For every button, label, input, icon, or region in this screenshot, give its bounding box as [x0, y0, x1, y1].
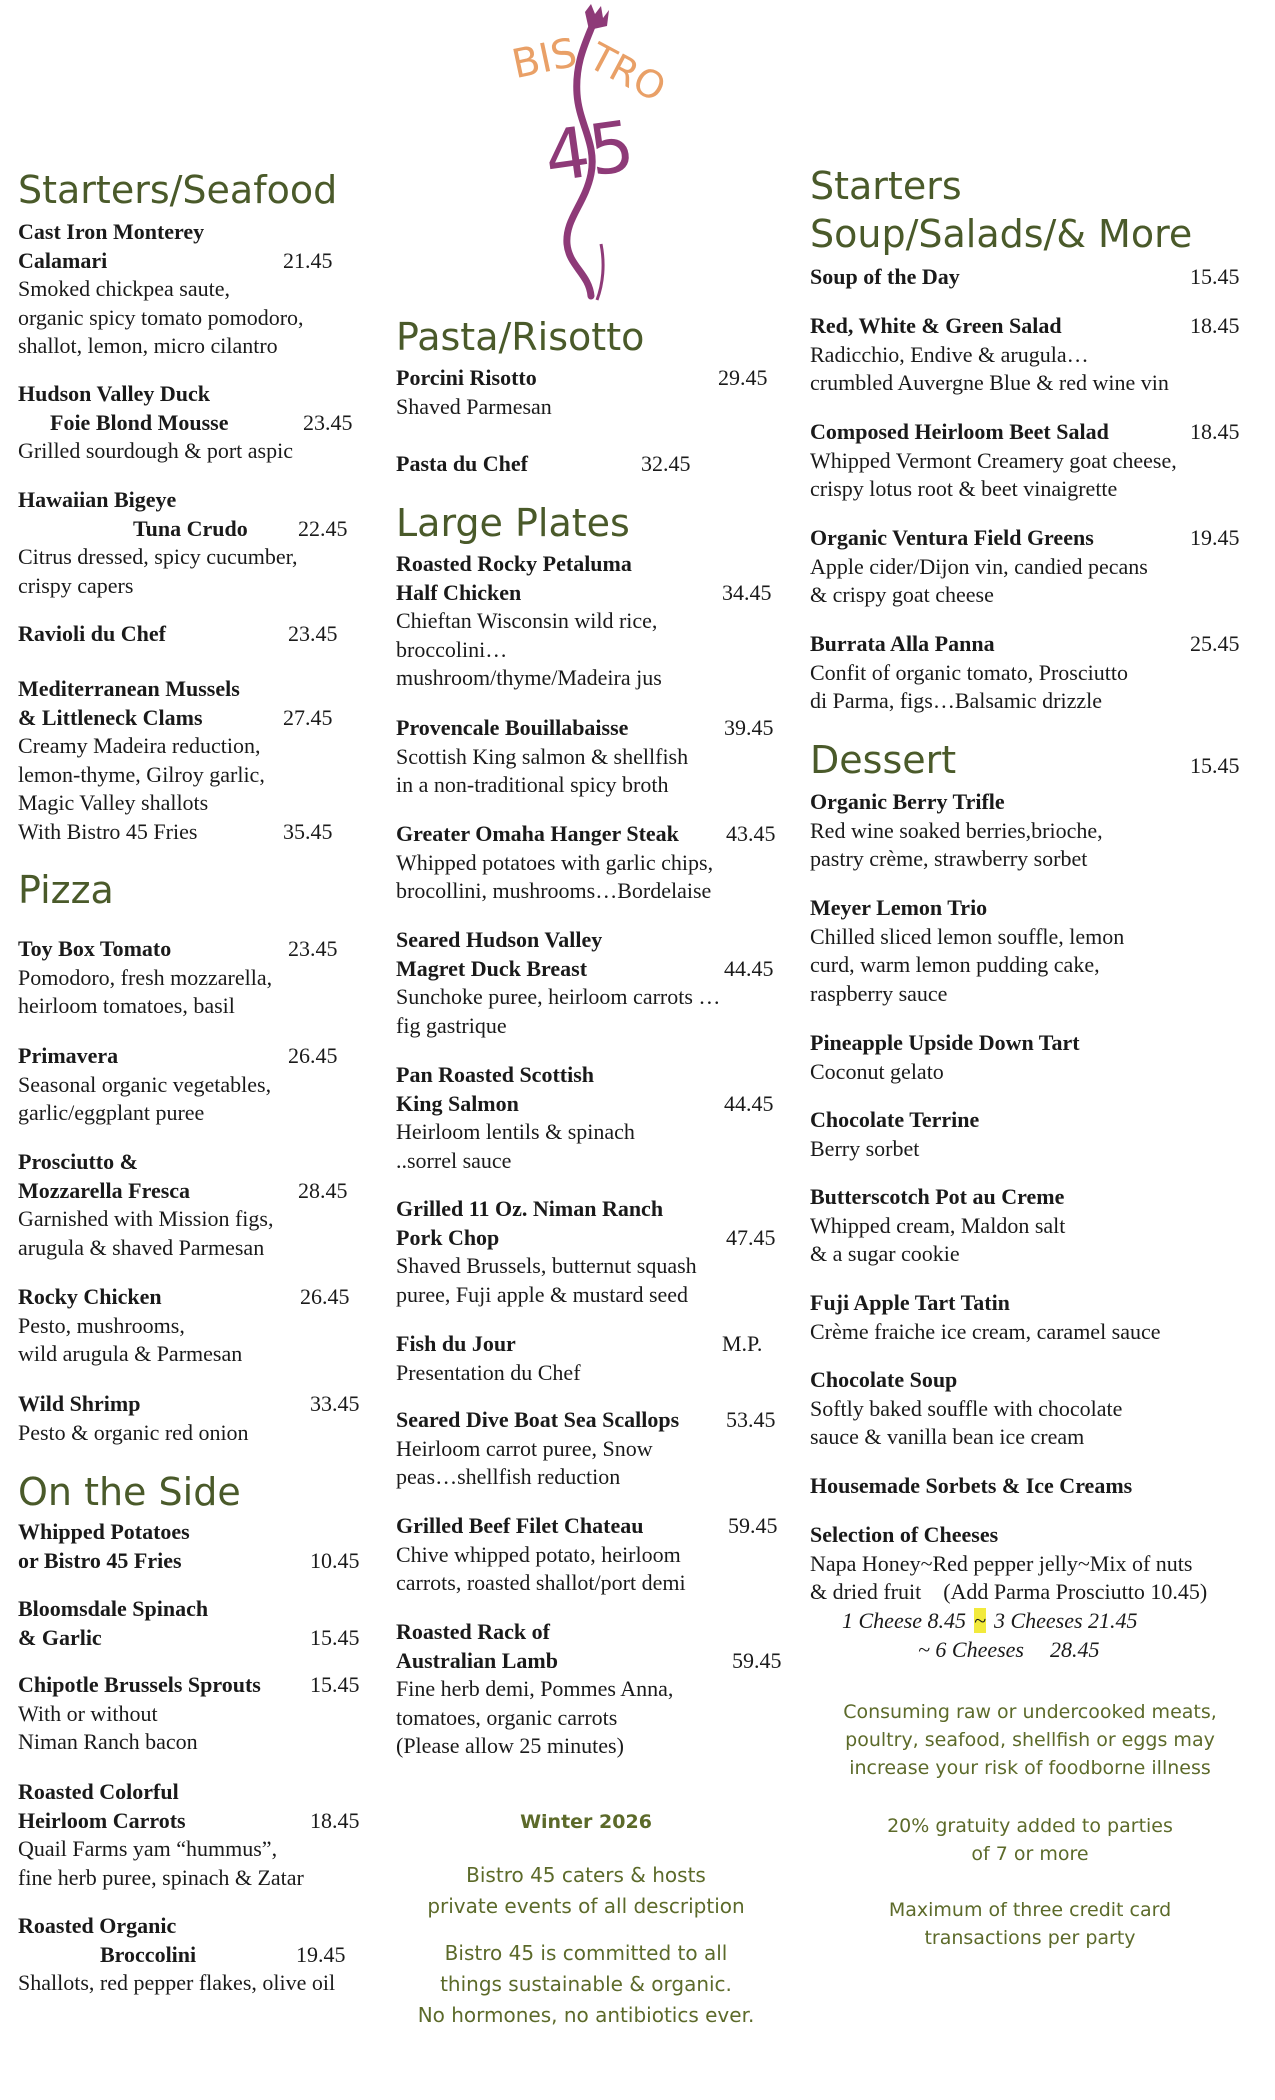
- item-price: 15.45: [1190, 264, 1240, 289]
- item-name: Organic Berry Trifle: [810, 789, 1005, 814]
- menu-item: [810, 1521, 1270, 1578]
- item-price: 23.45: [303, 409, 353, 435]
- section-title: On the Side: [18, 1470, 241, 1514]
- item-description: Heirloom lentils & spinach: [396, 1119, 635, 1144]
- item-name-line: [18, 1390, 378, 1419]
- item-name: Organic Ventura Field Greens: [810, 525, 1094, 550]
- item-name-line: [810, 894, 1270, 923]
- svg-text:TRO: TRO: [581, 34, 673, 111]
- item-name-line: [396, 926, 791, 955]
- item-price: 23.45: [288, 936, 338, 961]
- item-name-line: [810, 1183, 1270, 1212]
- section-title: Dessert: [810, 738, 957, 782]
- item-name: Hudson Valley Duck: [18, 381, 210, 406]
- item-description: Crème fraiche ice cream, caramel sauce: [810, 1318, 1161, 1344]
- item-price: 44.45: [724, 1090, 774, 1116]
- item-name-line: [810, 1106, 1270, 1135]
- item-name: Chocolate Terrine: [810, 1107, 980, 1132]
- item-description: Confit of organic tomato, Prosciutto: [810, 659, 1128, 685]
- item-description: di Parma, figs…Balsamic drizzle: [810, 688, 1103, 713]
- item-description: Niman Ranch bacon: [18, 1729, 198, 1754]
- note-right_notes-warning: [810, 1698, 1250, 1782]
- item-price: 26.45: [300, 1284, 350, 1309]
- item-name-line: [396, 364, 791, 393]
- item-description: raspberry sauce: [810, 980, 948, 1006]
- menu-item: [810, 1289, 1270, 1346]
- note-line: Consuming raw or undercooked meats,: [843, 1701, 1217, 1723]
- item-name: Provencale Bouillabaisse: [396, 715, 629, 740]
- item-name: Prosciutto &: [18, 1149, 138, 1174]
- item-name-2: & Littleneck Clams: [18, 704, 203, 730]
- item-name-line: [396, 1195, 791, 1224]
- menu-item: [810, 1366, 1270, 1452]
- item-description: (Please allow 25 minutes): [396, 1733, 624, 1758]
- item-name: Selection of Cheeses: [810, 1522, 999, 1547]
- item-name-2: Magret Duck Breast: [396, 955, 588, 981]
- section-title: Pizza: [18, 868, 114, 912]
- item-description: sauce & vanilla bean ice cream: [810, 1424, 1085, 1449]
- item-name-line: [18, 218, 378, 247]
- item-description: Pomodoro, fresh mozzarella,: [18, 964, 273, 990]
- note-line: Bistro 45 is committed to all: [444, 1941, 728, 1965]
- item-price: 26.45: [288, 1043, 338, 1068]
- item-description: Quail Farms yam “hummus”,: [18, 1836, 278, 1861]
- menu-item: [396, 1330, 791, 1387]
- item-name-line: [18, 1912, 378, 1941]
- season-label: Winter 2026: [520, 1811, 652, 1833]
- menu-item: [810, 1183, 1270, 1269]
- item-name: Chipotle Brussels Sprouts: [18, 1672, 261, 1697]
- item-description: Citrus dressed, spicy cucumber,: [18, 544, 298, 569]
- menu-item: [18, 1912, 378, 1998]
- menu-item: [396, 926, 791, 1040]
- cheese-6-label: ~ 6 Cheeses: [918, 1637, 1024, 1662]
- cheese-6-price: 28.45: [1050, 1637, 1100, 1662]
- item-price: 44.45: [724, 955, 774, 981]
- item-name: Soup of the Day: [810, 264, 960, 289]
- item-name: Grilled 11 Oz. Niman Ranch: [396, 1196, 664, 1221]
- item-name-2: Heirloom Carrots: [18, 1807, 186, 1833]
- item-name-2: & Garlic: [18, 1624, 102, 1650]
- note-line: private events of all description: [427, 1894, 745, 1918]
- item-description: puree, Fuji apple & mustard seed: [396, 1281, 689, 1307]
- item-name-line-2: [396, 579, 791, 608]
- item-name-line: [396, 1406, 791, 1435]
- item-name: Mediterranean Mussels: [18, 676, 240, 701]
- item-name-line: [810, 1472, 1270, 1501]
- item-name: Toy Box Tomato: [18, 936, 172, 961]
- menu-item: [810, 788, 1270, 874]
- item-name: Hawaiian Bigeye: [18, 487, 177, 512]
- item-name: Red, White & Green Salad: [810, 313, 1062, 338]
- item-name-line: [810, 418, 1270, 447]
- menu-item: [396, 1512, 791, 1598]
- item-description: Chieftan Wisconsin wild rice,: [396, 608, 658, 633]
- note-line: of 7 or more: [971, 1843, 1089, 1865]
- item-name-line-2: [18, 247, 378, 276]
- item-name-line: [396, 450, 791, 479]
- item-name-line: [396, 1618, 791, 1647]
- item-price: 19.45: [1190, 525, 1240, 550]
- item-description: peas…shellfish reduction: [396, 1464, 621, 1489]
- item-description: With or without: [18, 1700, 158, 1726]
- item-name-line-2: [18, 515, 378, 544]
- item-description: & a sugar cookie: [810, 1241, 960, 1266]
- item-name: Burrata Alla Panna: [810, 631, 995, 656]
- cheese-separator: ~: [974, 1608, 986, 1633]
- item-description: Garnished with Mission figs,: [18, 1206, 274, 1231]
- item-name-line-2: [18, 1807, 378, 1836]
- item-description: & crispy goat cheese: [810, 582, 994, 607]
- item-description: fig gastrique: [396, 1012, 507, 1038]
- dessert-price: 15.45: [1190, 753, 1240, 778]
- menu-item: [396, 1406, 791, 1492]
- note-line: 20% gratuity added to parties: [887, 1815, 1173, 1837]
- item-name-2: Calamari: [18, 247, 108, 273]
- item-name-line: [810, 788, 1270, 817]
- item-name-2: Tuna Crudo: [133, 515, 248, 541]
- item-name-2: Mozzarella Fresca: [18, 1177, 191, 1203]
- item-description: Presentation du Chef: [396, 1359, 581, 1385]
- item-description: Pesto, mushrooms,: [18, 1312, 185, 1338]
- menu-item: [18, 935, 378, 1021]
- item-name: Roasted Rocky Petaluma: [396, 551, 632, 576]
- menu-item: [18, 1778, 378, 1892]
- item-price: 29.45: [718, 365, 768, 390]
- item-name-line: [18, 935, 378, 964]
- item-description: Grilled sourdough & port aspic: [18, 438, 293, 463]
- item-price: 27.45: [283, 704, 333, 730]
- item-name-line-2: [18, 704, 378, 733]
- item-name-line: [18, 675, 378, 704]
- cheese-1-price: 1 Cheese 8.45: [842, 1608, 967, 1633]
- item-description: fine herb puree, spinach & Zatar: [18, 1864, 304, 1890]
- item-name-line-2: [18, 1177, 378, 1206]
- item-description: crispy capers: [18, 572, 134, 598]
- bistro-45-logo: [505, 4, 673, 304]
- item-price: 25.45: [1190, 631, 1240, 656]
- item-name: Composed Heirloom Beet Salad: [810, 419, 1109, 444]
- item-description: ..sorrel sauce: [396, 1147, 512, 1173]
- item-name: Pineapple Upside Down Tart: [810, 1030, 1080, 1055]
- item-description: Whipped potatoes with garlic chips,: [396, 849, 714, 875]
- item-name: Roasted Colorful: [18, 1779, 179, 1804]
- item-name: Pasta du Chef: [396, 451, 529, 476]
- item-description: Shaved Parmesan: [396, 393, 552, 419]
- item-price: 15.45: [310, 1672, 360, 1697]
- item-name-line: [396, 1512, 791, 1541]
- item-name-line: [396, 714, 791, 743]
- note-center_notes-committed: [396, 1938, 776, 2031]
- section-title: Pasta/Risotto: [396, 315, 645, 359]
- item-name-2: Half Chicken: [396, 579, 522, 605]
- item-name: Fuji Apple Tart Tatin: [810, 1290, 1010, 1315]
- item-price: 22.45: [298, 515, 348, 541]
- item-extra: With Bistro 45 Fries: [18, 818, 198, 844]
- menu-item: [396, 820, 791, 906]
- menu-item: [810, 263, 1270, 292]
- menu-item: [810, 312, 1270, 398]
- item-description: Shallots, red pepper flakes, olive oil: [18, 1970, 336, 1995]
- cheese-prices-row: [842, 1606, 1138, 1635]
- item-name-line: [396, 1061, 791, 1090]
- section-title: Large Plates: [396, 501, 630, 545]
- item-name-line-2: [396, 1224, 791, 1253]
- item-description: Creamy Madeira reduction,: [18, 733, 261, 758]
- item-name-line: [810, 1366, 1270, 1395]
- menu-item: [396, 1618, 791, 1761]
- item-description: heirloom tomatoes, basil: [18, 993, 235, 1018]
- item-name-line-2: [18, 1624, 378, 1653]
- item-name-line: [18, 1778, 378, 1807]
- item-price: 32.45: [641, 451, 691, 476]
- item-name-line: [396, 550, 791, 579]
- item-price: 18.45: [310, 1807, 360, 1833]
- item-name-line-2: [18, 1941, 378, 1970]
- item-price: 23.45: [288, 621, 338, 646]
- cheese-3-price: 3 Cheeses 21.45: [993, 1608, 1138, 1633]
- item-price: 34.45: [722, 579, 772, 605]
- item-name-line-2: [396, 1647, 791, 1676]
- item-description: Softly baked souffle with chocolate: [810, 1395, 1123, 1421]
- item-description: Chilled sliced lemon souffle, lemon: [810, 923, 1125, 949]
- item-description: lemon-thyme, Gilroy garlic,: [18, 761, 265, 787]
- menu-item: [18, 1595, 378, 1652]
- item-name: Chocolate Soup: [810, 1367, 958, 1392]
- item-description: Berry sorbet: [810, 1135, 920, 1161]
- item-description: Red wine soaked berries,brioche,: [810, 817, 1103, 843]
- item-name: Seared Hudson Valley: [396, 927, 603, 952]
- menu-item: [396, 714, 791, 800]
- menu-item: [18, 380, 378, 466]
- item-description: crumbled Auvergne Blue & red wine vin: [810, 370, 1169, 395]
- item-name-line: [18, 620, 378, 649]
- item-name-line-2: [18, 409, 378, 438]
- item-description: Whipped cream, Maldon salt: [810, 1212, 1066, 1238]
- item-name: Ravioli du Chef: [18, 621, 166, 646]
- item-name: Bloomsdale Spinach: [18, 1596, 209, 1621]
- menu-item: [18, 1148, 378, 1262]
- item-name: Pan Roasted Scottish: [396, 1062, 595, 1087]
- cheese-prices-row-2: [918, 1635, 1100, 1664]
- item-description: Sunchoke puree, heirloom carrots …: [396, 984, 721, 1009]
- item-price: M.P.: [722, 1331, 763, 1356]
- note-right_notes-cards: [810, 1896, 1250, 1952]
- item-description: brocollini, mushrooms…Bordelaise: [396, 878, 712, 903]
- item-name: Meyer Lemon Trio: [810, 895, 988, 920]
- item-description: Radicchio, Endive & arugula…: [810, 341, 1089, 367]
- item-description: Fine herb demi, Pommes Anna,: [396, 1676, 674, 1701]
- menu-item: [396, 1195, 791, 1309]
- cheese-dried-fruit: & dried fruit: [810, 1579, 922, 1604]
- item-name-line: [18, 1042, 378, 1071]
- menu-item: [396, 450, 791, 479]
- item-price: 15.45: [310, 1624, 360, 1650]
- item-name-line: [18, 380, 378, 409]
- item-name: Whipped Potatoes: [18, 1519, 190, 1544]
- item-name: Fish du Jour: [396, 1331, 516, 1356]
- menu-item: [810, 524, 1270, 610]
- item-name: Grilled Beef Filet Chateau: [396, 1513, 644, 1538]
- note-line: transactions per party: [924, 1927, 1136, 1949]
- item-price: 59.45: [728, 1513, 778, 1538]
- note-line: Maximum of three credit card: [888, 1899, 1172, 1921]
- menu-item: [396, 1061, 791, 1175]
- menu-item: [810, 1029, 1270, 1086]
- menu-item: [810, 630, 1270, 716]
- item-name-2: Foie Blond Mousse: [50, 409, 229, 435]
- menu-item: [18, 1390, 378, 1447]
- item-price: 18.45: [1190, 419, 1240, 444]
- item-price: 18.45: [1190, 313, 1240, 338]
- item-name-line-2: [396, 955, 791, 984]
- item-name-line: [810, 630, 1270, 659]
- note-line: poultry, seafood, shellfish or eggs may: [845, 1729, 1215, 1751]
- item-name: Rocky Chicken: [18, 1284, 162, 1309]
- item-description: Pesto & organic red onion: [18, 1419, 249, 1445]
- item-name-line-2: [18, 1547, 378, 1576]
- item-description: tomatoes, organic carrots: [396, 1704, 618, 1730]
- item-description: wild arugula & Parmesan: [18, 1341, 243, 1366]
- item-name-line: [810, 1289, 1270, 1318]
- item-description: garlic/eggplant puree: [18, 1100, 205, 1125]
- item-description: pastry crème, strawberry sorbet: [810, 846, 1088, 871]
- item-description: mushroom/thyme/Madeira jus: [396, 665, 662, 690]
- item-name-line-2: [396, 1090, 791, 1119]
- item-description: organic spicy tomato pomodoro,: [18, 304, 304, 330]
- section-title: Starters/Seafood: [18, 168, 338, 212]
- menu-item: [18, 620, 378, 649]
- item-name-line: [396, 1330, 791, 1359]
- item-name-2: King Salmon: [396, 1090, 519, 1116]
- item-price: 19.45: [296, 1941, 346, 1967]
- item-name: Roasted Rack of: [396, 1619, 550, 1644]
- item-description: Napa Honey~Red pepper jelly~Mix of nuts: [810, 1550, 1193, 1576]
- menu-item: [18, 675, 378, 846]
- item-price: 53.45: [726, 1407, 776, 1432]
- item-price: 43.45: [726, 821, 776, 846]
- note-right_notes-gratuity: [810, 1812, 1250, 1868]
- item-description: Chive whipped potato, heirloom: [396, 1541, 681, 1567]
- section-title: Soup/Salads/& More: [810, 212, 1193, 256]
- item-description: Magic Valley shallots: [18, 790, 209, 815]
- cheese-line: [810, 1578, 1270, 1607]
- item-description: Scottish King salmon & shellfish: [396, 743, 689, 769]
- menu-item: [810, 1472, 1270, 1501]
- item-name-line: [810, 524, 1270, 553]
- svg-text:BIS: BIS: [508, 29, 581, 89]
- item-price: 10.45: [310, 1547, 360, 1573]
- item-name-line: [18, 1595, 378, 1624]
- item-description: curd, warm lemon pudding cake,: [810, 952, 1100, 977]
- svg-text:45: 45: [539, 104, 640, 199]
- item-name-line: [810, 1029, 1270, 1058]
- menu-item: [18, 1042, 378, 1128]
- menu-item: [18, 1671, 378, 1757]
- menu-item: [810, 894, 1270, 1008]
- item-description: crispy lotus root & beet vinaigrette: [810, 476, 1118, 501]
- item-description: Apple cider/Dijon vin, candied pecans: [810, 553, 1148, 579]
- item-name-line: [396, 820, 791, 849]
- item-description: broccolini…: [396, 636, 508, 662]
- item-name-line: [18, 1671, 378, 1700]
- item-name-line: [810, 312, 1270, 341]
- item-name: Porcini Risotto: [396, 365, 537, 390]
- menu-item: [396, 364, 791, 421]
- item-name: Wild Shrimp: [18, 1391, 141, 1416]
- item-price: 47.45: [726, 1224, 776, 1250]
- note-center_notes-caters: [396, 1860, 776, 1922]
- item-name: Housemade Sorbets & Ice Creams: [810, 1473, 1133, 1498]
- item-name: Primavera: [18, 1043, 119, 1068]
- item-price: 28.45: [298, 1177, 348, 1203]
- item-name-2: Broccolini: [100, 1941, 197, 1967]
- item-extra-line: [18, 818, 378, 847]
- note-line: things sustainable & organic.: [440, 1972, 732, 1996]
- note-line: Bistro 45 caters & hosts: [466, 1863, 706, 1887]
- item-name: Butterscotch Pot au Creme: [810, 1184, 1065, 1209]
- item-description: Heirloom carrot puree, Snow: [396, 1435, 653, 1461]
- cheese-prosciutto-addon: (Add Parma Prosciutto 10.45): [943, 1579, 1208, 1604]
- item-description: Coconut gelato: [810, 1058, 944, 1084]
- item-name-2: Pork Chop: [396, 1224, 500, 1250]
- item-extra-price: 35.45: [283, 818, 333, 844]
- item-price: 33.45: [310, 1391, 360, 1416]
- item-name-line: [18, 1283, 378, 1312]
- item-description: arugula & shaved Parmesan: [18, 1234, 265, 1260]
- item-name-line: [18, 1148, 378, 1177]
- item-name-2: Australian Lamb: [396, 1647, 558, 1673]
- menu-item: [18, 1518, 378, 1575]
- section-title: Starters: [810, 164, 962, 208]
- item-name-line: [810, 1521, 1270, 1550]
- item-description: Seasonal organic vegetables,: [18, 1071, 272, 1097]
- item-name-2: or Bistro 45 Fries: [18, 1547, 182, 1573]
- menu-item: [810, 1106, 1270, 1163]
- item-name-line: [18, 486, 378, 515]
- item-name: Seared Dive Boat Sea Scallops: [396, 1407, 680, 1432]
- item-name: Cast Iron Monterey: [18, 219, 205, 244]
- item-name: Roasted Organic: [18, 1913, 177, 1938]
- menu-item: [396, 550, 791, 693]
- menu-item: [18, 1283, 378, 1369]
- item-description: in a non-traditional spicy broth: [396, 772, 669, 797]
- menu-item: [18, 218, 378, 361]
- item-description: Smoked chickpea saute,: [18, 276, 230, 301]
- item-price: 39.45: [724, 715, 774, 740]
- note-line: No hormones, no antibiotics ever.: [417, 2003, 755, 2027]
- item-description: shallot, lemon, micro cilantro: [18, 333, 278, 358]
- item-name-line: [18, 1518, 378, 1547]
- item-name-line: [810, 263, 1270, 292]
- item-description: Shaved Brussels, butternut squash: [396, 1253, 697, 1278]
- item-price: 21.45: [283, 247, 333, 273]
- item-price: 59.45: [732, 1647, 782, 1673]
- menu-item: [18, 486, 378, 600]
- item-name: Greater Omaha Hanger Steak: [396, 821, 679, 846]
- item-description: carrots, roasted shallot/port demi: [396, 1570, 686, 1595]
- menu-item: [810, 418, 1270, 504]
- item-description: Whipped Vermont Creamery goat cheese,: [810, 447, 1177, 473]
- note-line: increase your risk of foodborne illness: [849, 1757, 1211, 1779]
